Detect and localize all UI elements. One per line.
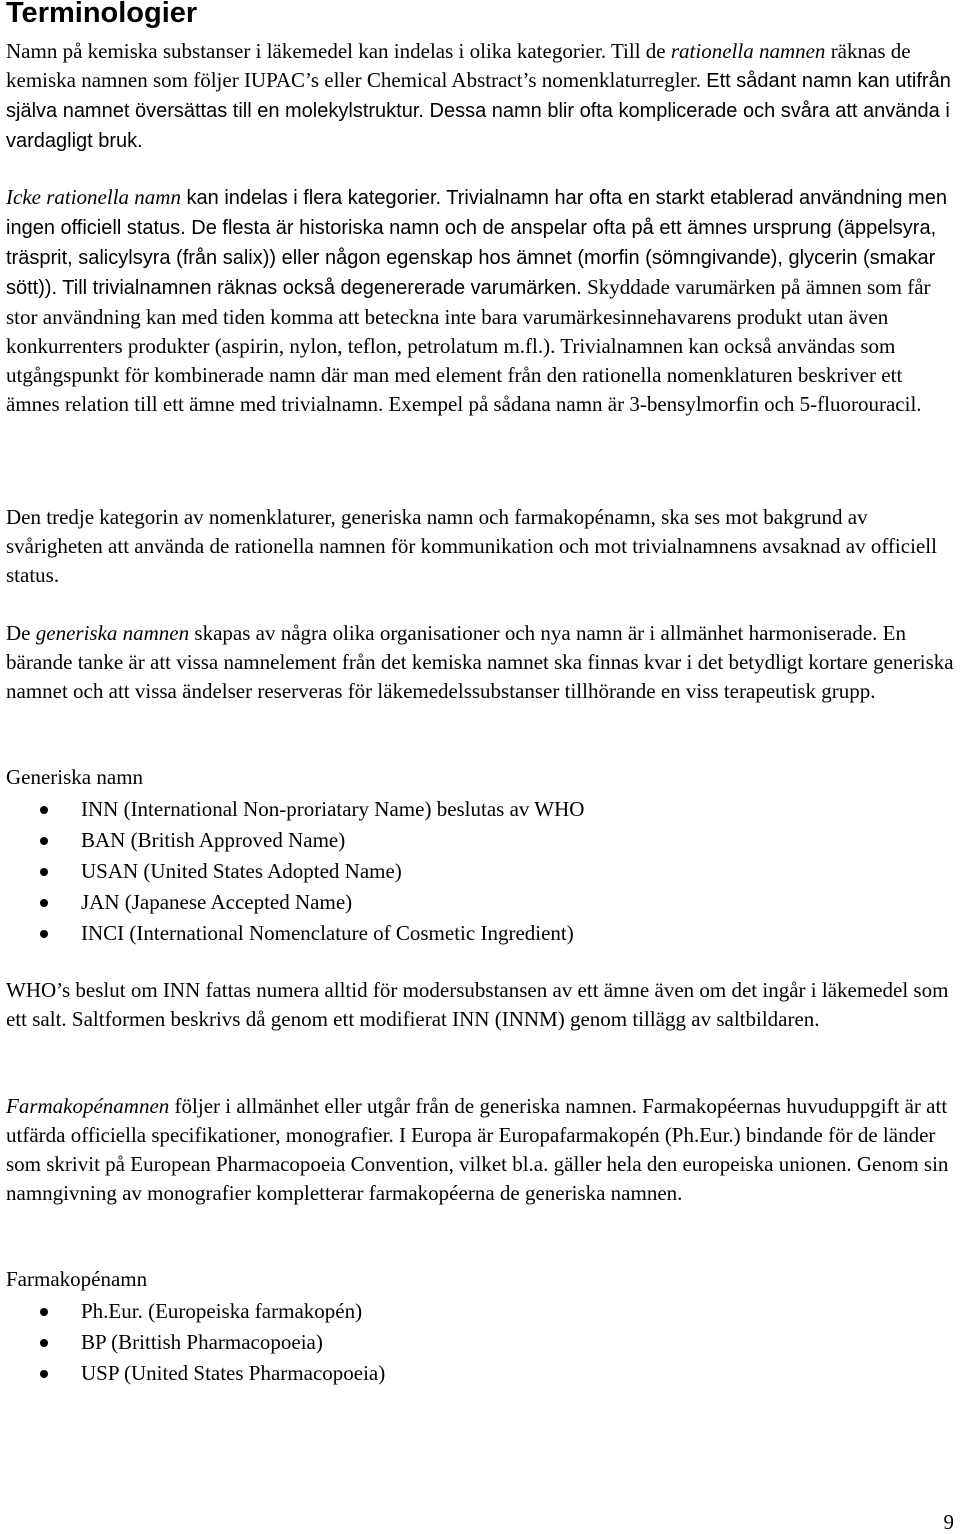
pharmacopoeia-names-list bbox=[6, 1296, 954, 1389]
pharma-heading-text: Farmakopénamn bbox=[6, 1267, 148, 1291]
p5-text: WHO’s beslut om INN fattas numera alltid för modersubstansen av ett ämne även om det ingår i läkemedel som ett salt. Saltformen beskrivs då genom ett modifierat INN (INNM) genom tillägg av saltbildaren. bbox=[6, 978, 949, 1031]
bullet-icon bbox=[40, 1308, 48, 1316]
paragraph-third-category bbox=[6, 503, 954, 590]
p1-emphasis: rationella namnen bbox=[670, 39, 826, 63]
list-item-text: USAN (United States Adopted Name) bbox=[81, 859, 402, 883]
bullet-icon bbox=[40, 899, 48, 907]
generic-names-list bbox=[6, 794, 954, 949]
list-item bbox=[6, 825, 954, 856]
paragraph-pharmacopoeia bbox=[6, 1092, 954, 1208]
list-item bbox=[6, 1327, 954, 1358]
generic-names-heading bbox=[6, 763, 954, 792]
bullet-icon bbox=[40, 1339, 48, 1347]
list-item bbox=[6, 918, 954, 949]
p2-text-c: Skyddade varumärken på ämnen som får stor användning kan med tiden komma att beteckna inte bara varumärkesinnehavarens produkt utan även konkurrenters produkter (aspirin, nylon, teflon, petrolatum m.fl.). Trivialnamnen kan också användas som utgångspunkt för kombinerade namn där man med element från den rationella nomenklaturen beskriver ett ämnes relation till ett ämne med trivialnamn. Exempel på sådana namn är 3-bensylmorfin och 5-fluorouracil. bbox=[6, 275, 931, 416]
p6-text-a: följer i allmänhet eller utgår från de generiska namnen. Farmakopéernas huvuduppgift är att utfärda officiella specifikationer, monografier. I Europa är Europafarmakopén (Ph.Eur.) bindande för de länder som skrivit på European Pharmacopoeia Convention, vilket bl.a. gäller hela den europeiska unionen. Genom sin namngivning av monografier kompletterar farmakopéerna de generiska namnen. bbox=[6, 1094, 949, 1205]
page-title: Terminologier bbox=[6, 0, 198, 29]
bullet-icon bbox=[40, 930, 48, 938]
list-item-text: INN (International Non-proriatary Name) beslutas av WHO bbox=[81, 797, 585, 821]
list-item bbox=[6, 1296, 954, 1327]
p1-text-b: räknas de kemiska namnen som följer IUPAC’s eller Chemical Abstract’s nomenklaturregler. bbox=[6, 39, 911, 92]
list-item-text: USP (United States Pharmacopoeia) bbox=[81, 1361, 386, 1385]
list-item-text: BP (Brittish Pharmacopoeia) bbox=[81, 1330, 323, 1354]
generic-heading-text: Generiska namn bbox=[6, 765, 144, 789]
page-number: 9 bbox=[943, 1510, 954, 1534]
list-item bbox=[6, 794, 954, 825]
list-item bbox=[6, 856, 954, 887]
pharmacopoeia-names-heading bbox=[6, 1265, 954, 1294]
paragraph-non-rational-names bbox=[6, 183, 954, 419]
p4-text-b: skapas av några olika organisationer och nya namn är i allmänhet harmoniserade. En bärande tanke är att vissa namnelement från det kemiska namnet ska finnas kvar i det betydligt kortare generiska namnet och att vissa ändelser reserveras för läkemedelssubstanser tillhörande en viss terapeutisk grupp. bbox=[6, 621, 954, 703]
p3-text: Den tredje kategorin av nomenklaturer, generiska namn och farmakopénamn, ska ses mot bakgrund av svårigheten att använda de rationella namnen för kommunikation och mot trivialnamnens avsaknad av officiell status. bbox=[6, 505, 937, 587]
p4-text-a: De bbox=[6, 621, 36, 645]
bullet-icon bbox=[40, 806, 48, 814]
p4-emphasis: generiska namnen bbox=[35, 621, 190, 645]
p2-text-b: De flesta är historiska namn och de anspelar ofta på ett ämnes ursprung (äppelsyra, träsprit, salicylsyra (från salix)) eller någon egenskap hos ämnet (morfin (sömngivande), glycerin (smakar sött)). Till trivialnamnen räknas också degenererade varumärken. bbox=[6, 217, 937, 299]
p2-emphasis: Icke rationella namn bbox=[6, 185, 181, 209]
paragraph-generic-names bbox=[6, 619, 954, 706]
list-item-text: INCI (International Nomenclature of Cosmetic Ingredient) bbox=[81, 921, 574, 945]
p2-text-a: kan indelas i flera kategorier. Trivialnamn har ofta en starkt etablerad användning men ingen officiell status. bbox=[6, 187, 947, 239]
bullet-icon bbox=[40, 1370, 48, 1378]
p1-text-a: Namn på kemiska substanser i läkemedel kan indelas i olika kategorier. Till de bbox=[6, 39, 671, 63]
bullet-icon bbox=[40, 868, 48, 876]
p1-text-c: Ett sådant namn kan utifrån själva namnet översättas till en molekylstruktur. Dessa namn blir ofta komplicerade och svåra att använda i vardagligt bruk. bbox=[6, 70, 951, 152]
paragraph-rational-names bbox=[6, 37, 954, 156]
list-item-text: BAN (British Approved Name) bbox=[81, 828, 346, 852]
list-item-text: Ph.Eur. (Europeiska farmakopén) bbox=[81, 1299, 363, 1323]
p6-emphasis: Farmakopénamnen bbox=[6, 1094, 170, 1118]
list-item bbox=[6, 1358, 954, 1389]
bullet-icon bbox=[40, 837, 48, 845]
list-item bbox=[6, 887, 954, 918]
list-item-text: JAN (Japanese Accepted Name) bbox=[81, 890, 353, 914]
paragraph-who-inn bbox=[6, 976, 954, 1034]
